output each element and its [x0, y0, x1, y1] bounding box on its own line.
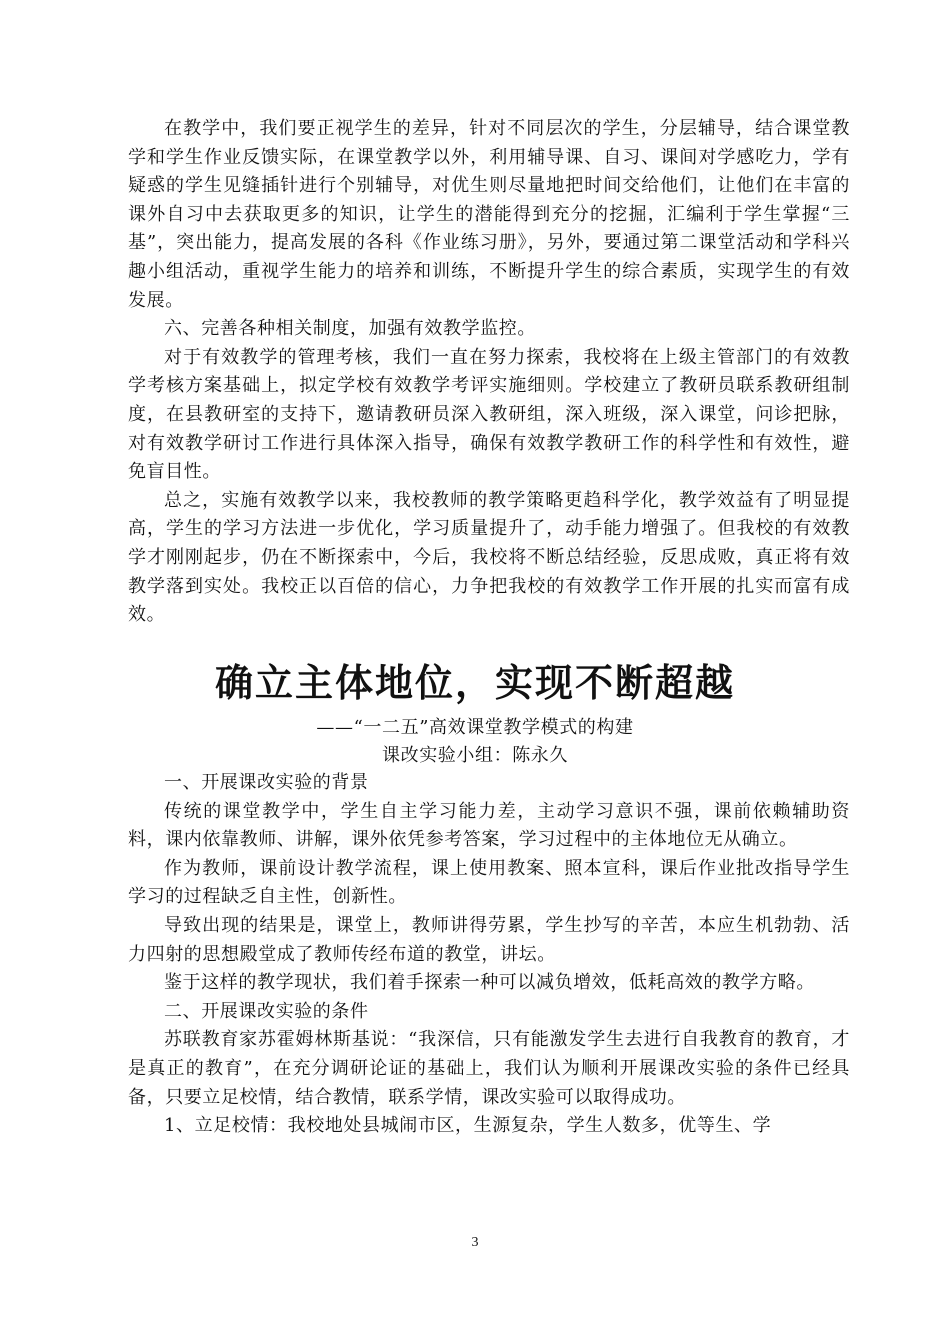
paragraph: 鉴于这样的教学现状，我们着手探索一种可以减负增效，低耗高效的教学方略。 [164, 972, 815, 994]
paragraph: 导致出现的结果是，课堂上，教师讲得劳累，学生抄写的辛苦，本应生机勃勃、活力四射的思想殿堂成了教师传经布道的教堂，讲坛。 [128, 914, 850, 965]
article-title: 确立主体地位，实现不断超越 [214, 661, 735, 705]
paragraph: 总之，实施有效教学以来，我校教师的教学策略更趋科学化，教学效益有了明显提高，学生的学习方法进一步优化，学习质量提升了，动手能力增强了。但我校的有效教学才刚刚起步，仍在不断探索中，今后，我校将不断总结经验，反思成败，真正将有效教学落到实处。我校正以百倍的信心，力争把我校的有效教学工作开展的扎实而富有成效。 [128, 489, 850, 626]
lower-text-block [128, 769, 850, 1141]
page-number: 3 [471, 1235, 479, 1250]
article-author: 课改实验小组：陈永久 [382, 745, 568, 766]
section-heading: 二、开展课改实验的条件 [164, 1000, 369, 1022]
paragraph: 1、立足校情：我校地处县城闹市区，生源复杂，学生人数多，优等生、学 [164, 1115, 772, 1137]
section-heading: 一、开展课改实验的背景 [164, 772, 369, 793]
section-heading: 六、完善各种相关制度，加强有效教学监控。 [164, 318, 536, 340]
upper-text-block [128, 115, 850, 630]
paragraph: 苏联教育家苏霍姆林斯基说：“我深信，只有能激发学生去进行自我教育的教育，才是真正的教育”，在充分调研论证的基础上，我们认为顺利开展课改实验的条件已经具备，只要立足校情，结合教情，联系学情，课改实验可以取得成功。 [128, 1029, 850, 1108]
paragraph: 作为教师，课前设计教学流程，课上使用教案、照本宣科，课后作业批改指导学生学习的过程缺乏自主性，创新性。 [128, 857, 850, 908]
paragraph: 在教学中，我们要正视学生的差异，针对不同层次的学生，分层辅导，结合课堂教学和学生作业反馈实际，在课堂教学以外，利用辅导课、自习、课间对学感吃力，学有疑惑的学生见缝插针进行个别辅导，对优生则尽量地把时间交给他们，让他们在丰富的课外自习中去获取更多的知识，让学生的潜能得到充分的挖掘，汇编利于学生掌握“三基”，突出能力，提高发展的各科《作业练习册》，另外，要通过第二课堂活动和学科兴趣小组活动，重视学生能力的培养和训练，不断提升学生的综合素质，实现学生的有效发展。 [128, 118, 850, 311]
article-subtitle: ——“一二五”高效课堂教学模式的构建 [316, 717, 634, 738]
paragraph: 对于有效教学的管理考核，我们一直在努力探索，我校将在上级主管部门的有效教学考核方案基础上，拟定学校有效教学考评实施细则。学校建立了教研员联系教研组制度，在县教研室的支持下，邀请教研员深入教研组，深入班级，深入课堂，问诊把脉，对有效教学研讨工作进行具体深入指导，确保有效教学教研工作的科学性和有效性，避免盲目性。 [128, 346, 850, 483]
paragraph: 传统的课堂教学中，学生自主学习能力差，主动学习意识不强，课前依赖辅助资料，课内依靠教师、讲解，课外依凭参考答案，学习过程中的主体地位无从确立。 [128, 800, 850, 851]
